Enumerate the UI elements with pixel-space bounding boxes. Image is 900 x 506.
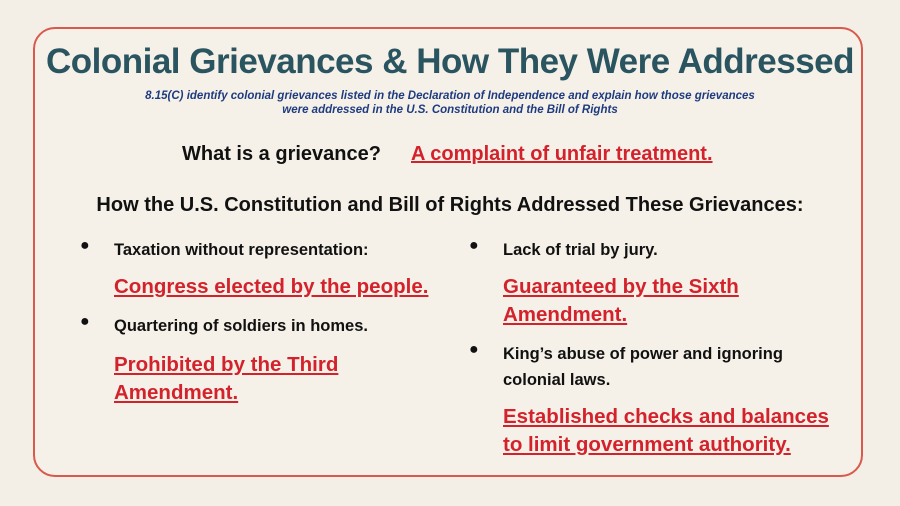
question-label: What is a grievance? (182, 143, 381, 165)
grievance-answer: Prohibited by the Third Amendment. (114, 353, 339, 404)
grievance-text: Quartering of soldiers in homes. (114, 317, 368, 335)
section-heading: How the U.S. Constitution and Bill of Rights Addressed These Grievances: (96, 194, 804, 216)
question-answer: A complaint of unfair treatment. (411, 143, 713, 165)
grievance-item (80, 237, 444, 301)
bullet-icon: ● (469, 237, 479, 254)
grievance-answer: Congress elected by the people. (114, 275, 429, 298)
standard-subtitle: 8.15(C) identify colonial grievances listed in the Declaration of Independence and explain how those grievances were addressed in the U.S. Constitution and the Bill of Rights (145, 90, 755, 116)
grievance-answer: Established checks and balances to limit government authority. (503, 405, 829, 456)
grievance-text: Taxation without representation: (114, 241, 369, 259)
bullet-icon: ● (80, 237, 90, 254)
bullet-icon: ● (80, 313, 90, 330)
page-title: Colonial Grievances & How They Were Addressed (45, 42, 855, 81)
left-column (80, 237, 444, 407)
grievance-item (469, 341, 833, 459)
grievance-item (469, 237, 833, 329)
grievance-text: King’s abuse of power and ignoring colonial laws. (503, 345, 783, 389)
right-column (469, 237, 833, 459)
bullet-icon: ● (469, 341, 479, 358)
grievance-text: Lack of trial by jury. (503, 241, 658, 259)
grievance-item (80, 313, 444, 407)
grievance-answer: Guaranteed by the Sixth Amendment. (503, 275, 739, 326)
